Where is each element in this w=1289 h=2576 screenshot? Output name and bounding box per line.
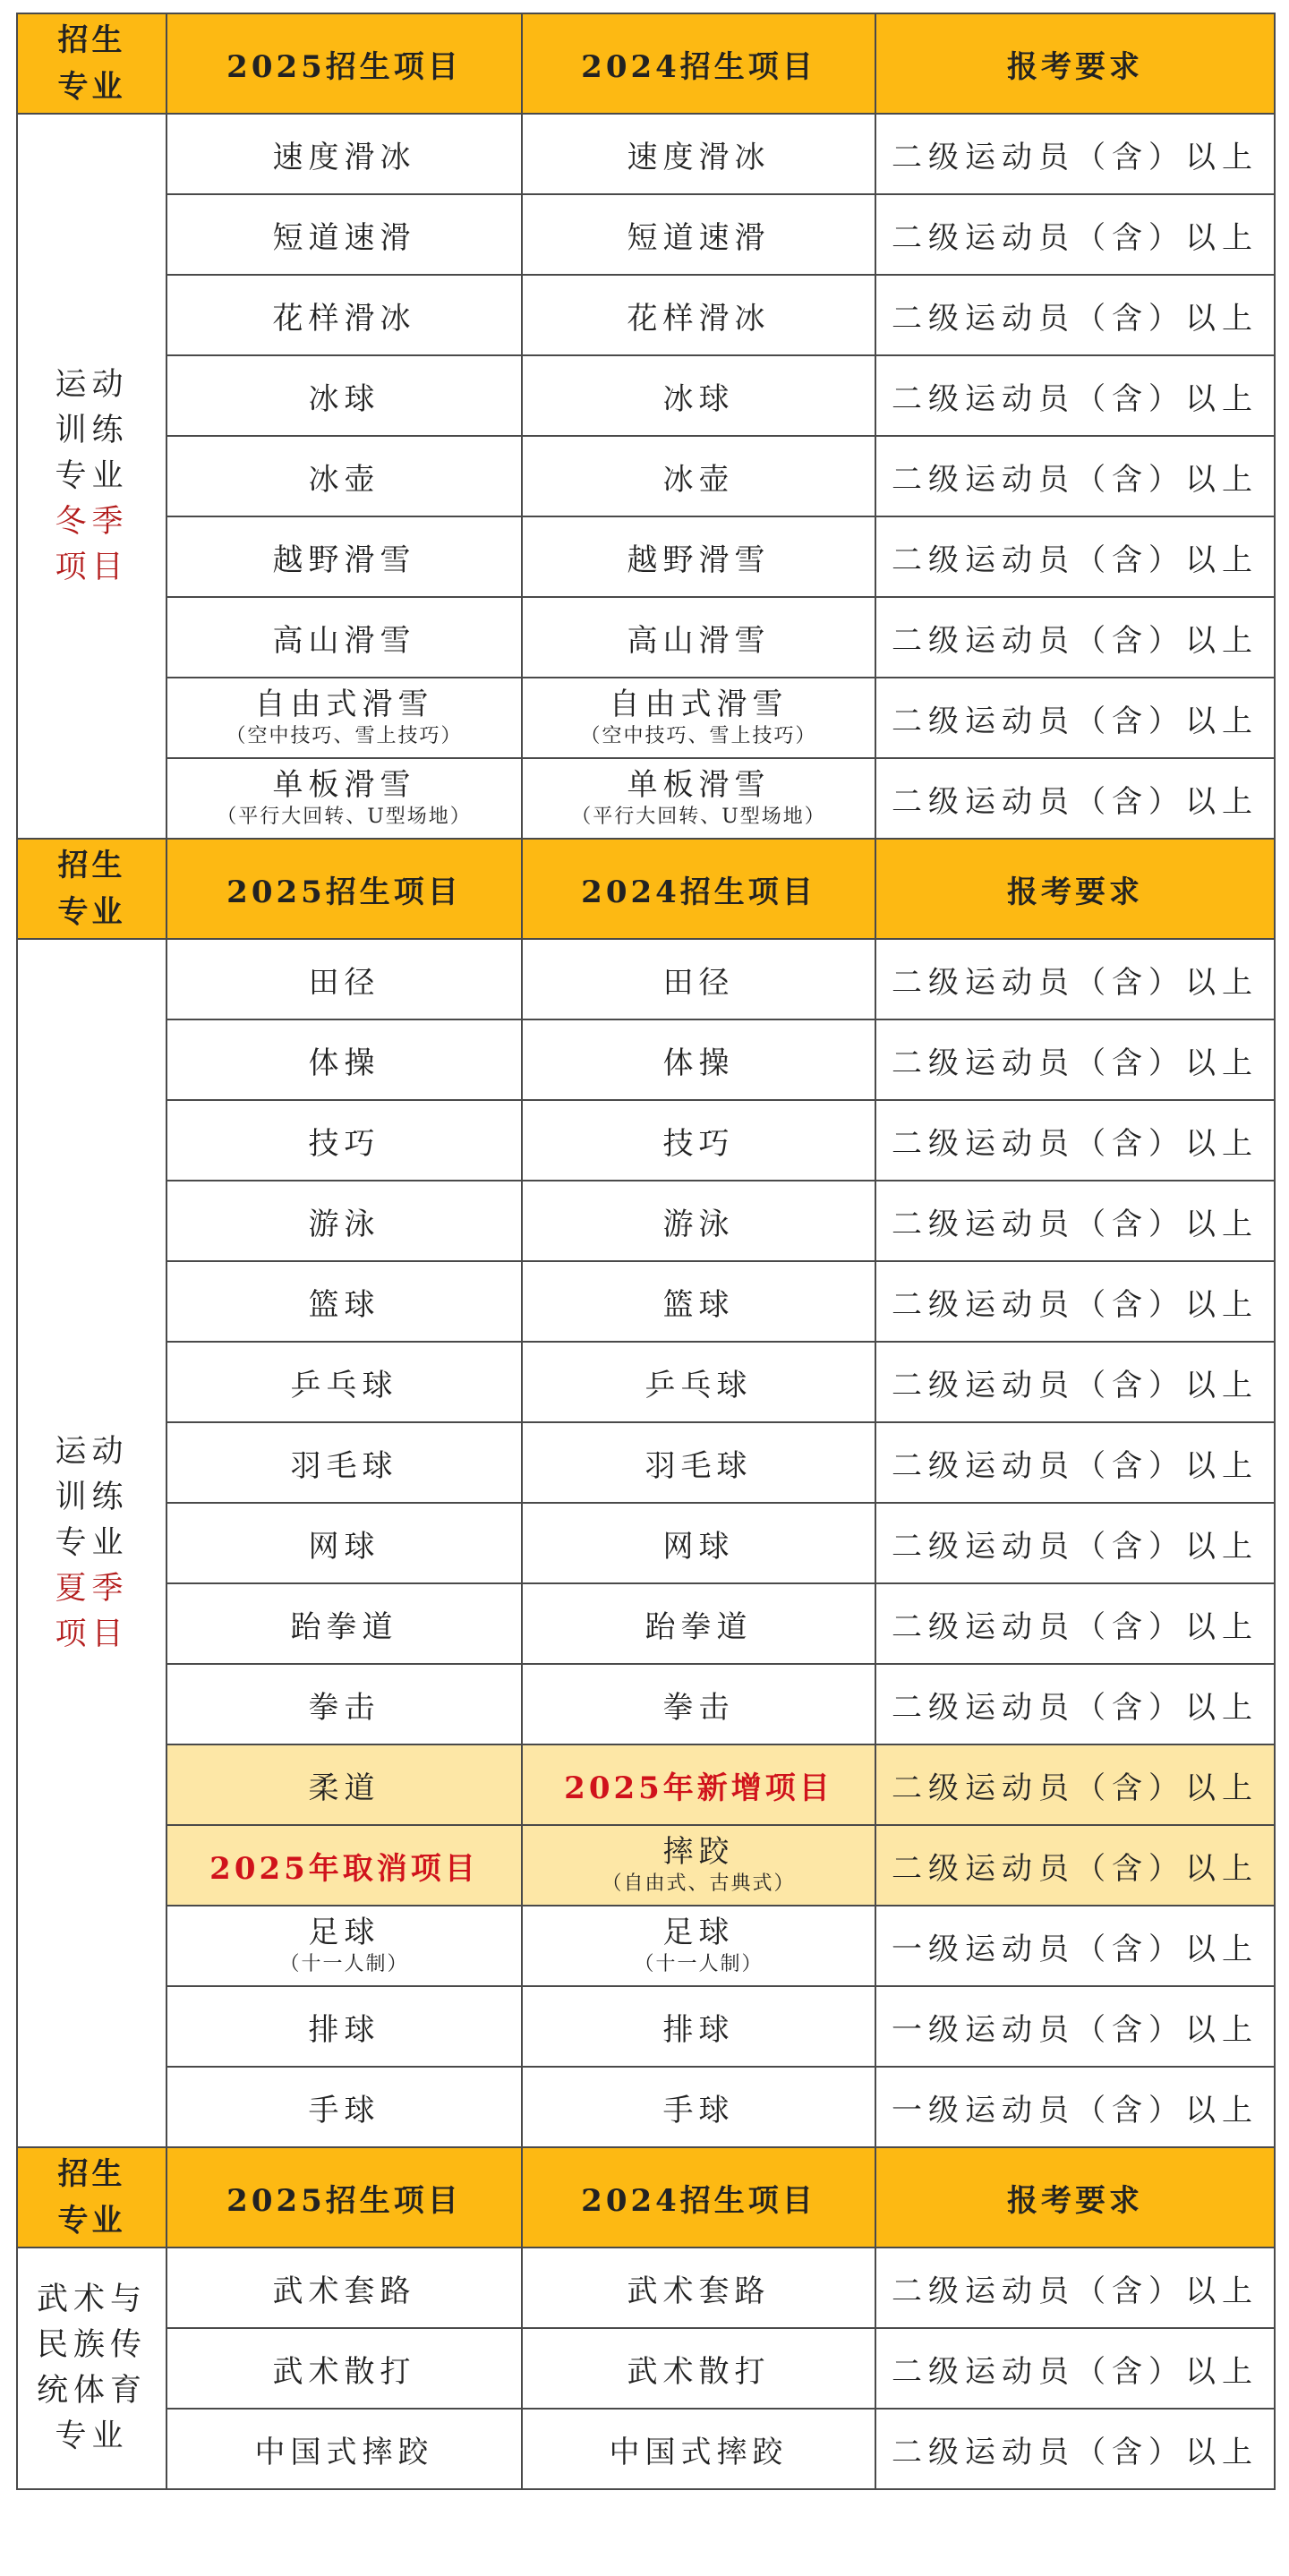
table-row — [17, 114, 1275, 194]
project-2024-cell: 乒乓球 — [522, 1342, 875, 1422]
table-row — [17, 1422, 1275, 1503]
requirement-cell: 二级运动员（含）以上 — [875, 2328, 1275, 2409]
header-row-summer — [17, 839, 1275, 939]
header-2024-cell: 2024招生项目 — [522, 13, 875, 114]
project-2024-cell: 越野滑雪 — [522, 516, 875, 597]
header-2024-cell: 2024招生项目 — [522, 839, 875, 939]
project-2025-cell: 柔道 — [166, 1744, 522, 1825]
project-2025-cell: 冰球 — [166, 355, 522, 436]
project-2024-cell: 技巧 — [522, 1100, 875, 1181]
project-2024-cell: 田径 — [522, 939, 875, 1019]
project-2025-cell: 拳击 — [166, 1664, 522, 1744]
project-2024-cell: 摔跤 （自由式、古典式） — [522, 1825, 875, 1906]
table-row — [17, 355, 1275, 436]
header-major-cell: 招生 专业 — [17, 839, 166, 939]
project-2025-cell: 中国式摔跤 — [166, 2409, 522, 2489]
table-row — [17, 1019, 1275, 1100]
table-row — [17, 275, 1275, 355]
table-row — [17, 1664, 1275, 1744]
requirement-cell: 二级运动员（含）以上 — [875, 436, 1275, 516]
header-major-cell: 招生 专业 — [17, 13, 166, 114]
table-row — [17, 436, 1275, 516]
project-2025-cell: 网球 — [166, 1503, 522, 1583]
table-row-highlight-new — [17, 1744, 1275, 1825]
admission-table — [16, 13, 1276, 2490]
table-row — [17, 1100, 1275, 1181]
project-2024-cell: 篮球 — [522, 1261, 875, 1342]
header-2025-cell: 2025招生项目 — [166, 13, 522, 114]
project-2025-cell: 游泳 — [166, 1181, 522, 1261]
requirement-cell: 二级运动员（含）以上 — [875, 1664, 1275, 1744]
table-row — [17, 2409, 1275, 2489]
table-row — [17, 1583, 1275, 1664]
requirement-cell: 二级运动员（含）以上 — [875, 1503, 1275, 1583]
requirement-cell: 二级运动员（含）以上 — [875, 1100, 1275, 1181]
requirement-cell: 二级运动员（含）以上 — [875, 355, 1275, 436]
project-2025-cell: 越野滑雪 — [166, 516, 522, 597]
project-2025-cell: 乒乓球 — [166, 1342, 522, 1422]
project-2025-cell: 手球 — [166, 2067, 522, 2147]
header-row-winter — [17, 13, 1275, 114]
project-2024-cell: 网球 — [522, 1503, 875, 1583]
project-2024-cell: 短道速滑 — [522, 194, 875, 275]
table-row — [17, 2328, 1275, 2409]
header-requirement-cell: 报考要求 — [875, 839, 1275, 939]
requirement-cell: 二级运动员（含）以上 — [875, 1019, 1275, 1100]
project-2024-cell: 武术散打 — [522, 2328, 875, 2409]
requirement-cell: 二级运动员（含）以上 — [875, 194, 1275, 275]
project-2024-cell: 排球 — [522, 1986, 875, 2067]
project-2025-cell: 足球 （十一人制） — [166, 1906, 522, 1986]
project-2025-cell: 花样滑冰 — [166, 275, 522, 355]
table-row — [17, 1503, 1275, 1583]
table-row — [17, 678, 1275, 758]
category-cell-summer: 运动 训练 专业 夏季 项目 — [17, 939, 166, 2147]
project-2025-cell: 速度滑冰 — [166, 114, 522, 194]
table-row-highlight-cancelled — [17, 1825, 1275, 1906]
project-2024-cell: 单板滑雪 （平行大回转、U型场地） — [522, 758, 875, 839]
project-2024-cell: 速度滑冰 — [522, 114, 875, 194]
project-2024-cell: 手球 — [522, 2067, 875, 2147]
header-2025-cell: 2025招生项目 — [166, 2147, 522, 2248]
table-row — [17, 516, 1275, 597]
project-2024-cell: 体操 — [522, 1019, 875, 1100]
requirement-cell: 二级运动员（含）以上 — [875, 516, 1275, 597]
project-2025-cell: 体操 — [166, 1019, 522, 1100]
table-row — [17, 2067, 1275, 2147]
table-row — [17, 1181, 1275, 1261]
new-project-note: 2025年新增项目 — [522, 1744, 875, 1825]
project-2025-cell: 短道速滑 — [166, 194, 522, 275]
project-2025-cell: 高山滑雪 — [166, 597, 522, 678]
requirement-cell: 二级运动员（含）以上 — [875, 275, 1275, 355]
project-2024-cell: 花样滑冰 — [522, 275, 875, 355]
header-requirement-cell: 报考要求 — [875, 2147, 1275, 2248]
table-row — [17, 1342, 1275, 1422]
header-2025-cell: 2025招生项目 — [166, 839, 522, 939]
requirement-cell: 二级运动员（含）以上 — [875, 1583, 1275, 1664]
requirement-cell: 一级运动员（含）以上 — [875, 1986, 1275, 2067]
requirement-cell: 二级运动员（含）以上 — [875, 2409, 1275, 2489]
requirement-cell: 一级运动员（含）以上 — [875, 1906, 1275, 1986]
project-2025-cell: 单板滑雪 （平行大回转、U型场地） — [166, 758, 522, 839]
project-2025-cell: 冰壶 — [166, 436, 522, 516]
requirement-cell: 二级运动员（含）以上 — [875, 1825, 1275, 1906]
project-2024-cell: 拳击 — [522, 1664, 875, 1744]
project-2025-cell: 田径 — [166, 939, 522, 1019]
header-major-cell: 招生 专业 — [17, 2147, 166, 2248]
table-row — [17, 939, 1275, 1019]
project-2024-cell: 冰壶 — [522, 436, 875, 516]
requirement-cell: 二级运动员（含）以上 — [875, 597, 1275, 678]
requirement-cell: 二级运动员（含）以上 — [875, 758, 1275, 839]
project-2024-cell: 冰球 — [522, 355, 875, 436]
table-row — [17, 597, 1275, 678]
project-2024-cell: 高山滑雪 — [522, 597, 875, 678]
table-row — [17, 2248, 1275, 2328]
project-2024-cell: 跆拳道 — [522, 1583, 875, 1664]
project-2024-cell: 自由式滑雪 （空中技巧、雪上技巧） — [522, 678, 875, 758]
header-row-wushu — [17, 2147, 1275, 2248]
project-2024-cell: 羽毛球 — [522, 1422, 875, 1503]
project-2024-cell: 足球 （十一人制） — [522, 1906, 875, 1986]
requirement-cell: 二级运动员（含）以上 — [875, 939, 1275, 1019]
table-row — [17, 194, 1275, 275]
requirement-cell: 二级运动员（含）以上 — [875, 114, 1275, 194]
admission-table-sheet — [16, 13, 1274, 2490]
requirement-cell: 二级运动员（含）以上 — [875, 1261, 1275, 1342]
requirement-cell: 一级运动员（含）以上 — [875, 2067, 1275, 2147]
project-2024-cell: 游泳 — [522, 1181, 875, 1261]
header-2024-cell: 2024招生项目 — [522, 2147, 875, 2248]
project-2025-cell: 武术散打 — [166, 2328, 522, 2409]
category-cell-wushu: 武术与 民族传 统体育 专业 — [17, 2248, 166, 2489]
project-2025-cell: 篮球 — [166, 1261, 522, 1342]
table-row — [17, 1906, 1275, 1986]
table-row — [17, 1261, 1275, 1342]
project-2025-cell: 自由式滑雪 （空中技巧、雪上技巧） — [166, 678, 522, 758]
requirement-cell: 二级运动员（含）以上 — [875, 1744, 1275, 1825]
requirement-cell: 二级运动员（含）以上 — [875, 1181, 1275, 1261]
project-2024-cell: 武术套路 — [522, 2248, 875, 2328]
cancelled-project-note: 2025年取消项目 — [166, 1825, 522, 1906]
project-2024-cell: 中国式摔跤 — [522, 2409, 875, 2489]
table-row — [17, 758, 1275, 839]
requirement-cell: 二级运动员（含）以上 — [875, 678, 1275, 758]
requirement-cell: 二级运动员（含）以上 — [875, 2248, 1275, 2328]
project-2025-cell: 排球 — [166, 1986, 522, 2067]
requirement-cell: 二级运动员（含）以上 — [875, 1342, 1275, 1422]
project-2025-cell: 跆拳道 — [166, 1583, 522, 1664]
project-2025-cell: 武术套路 — [166, 2248, 522, 2328]
header-requirement-cell: 报考要求 — [875, 13, 1275, 114]
project-2025-cell: 羽毛球 — [166, 1422, 522, 1503]
category-cell-winter: 运动 训练 专业 冬季 项目 — [17, 114, 166, 839]
project-2025-cell: 技巧 — [166, 1100, 522, 1181]
table-row — [17, 1986, 1275, 2067]
requirement-cell: 二级运动员（含）以上 — [875, 1422, 1275, 1503]
